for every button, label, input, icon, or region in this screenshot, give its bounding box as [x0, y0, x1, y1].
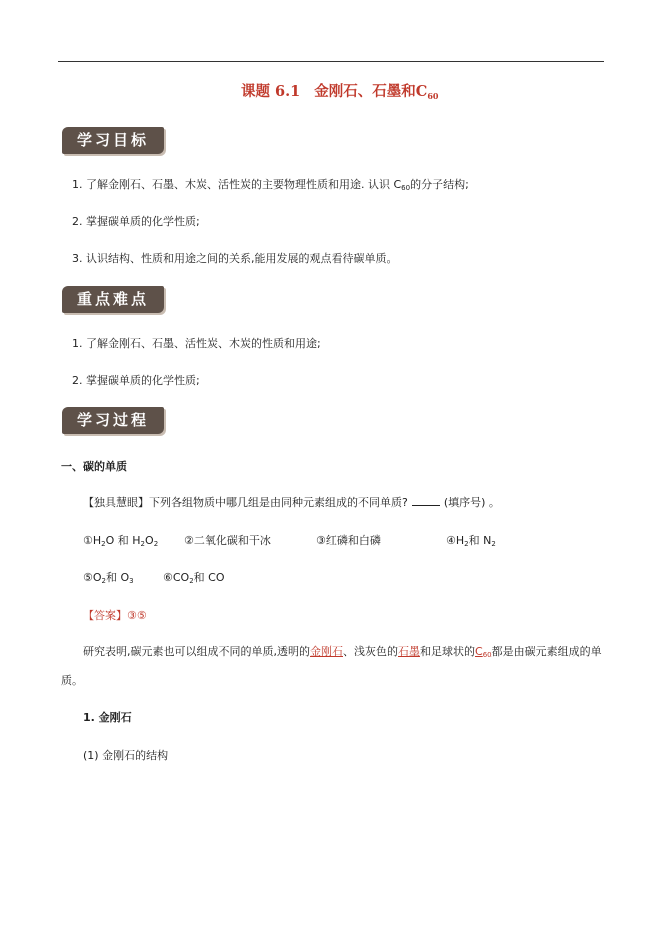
- goal-item-2: 2. 掌握碳单质的化学性质;: [72, 215, 200, 228]
- title-text: 金刚石、石墨和C: [314, 83, 428, 100]
- option-3: ③红磷和白磷: [316, 534, 381, 547]
- keypoint-item-1: 1. 了解金刚石、石墨、活性炭、木炭的性质和用途;: [72, 337, 321, 350]
- option-6: $⑥CO_2$和 CO: [163, 571, 225, 585]
- question: [83, 494, 500, 510]
- title-number: 课题 6.1: [241, 83, 301, 100]
- answer-value: ③⑤: [127, 609, 147, 622]
- option-5: $⑤O_2$和 $O_3$: [83, 571, 134, 585]
- goal-item-1: [72, 176, 469, 192]
- answer-line: [83, 607, 147, 623]
- intro-paragraph: 研究表明,碳元素也可以组成不同的单质,透明的金刚石、浅灰色的石墨和足球状的$C_{60}$都是由碳元素组成的单质。: [61, 645, 602, 687]
- question-tail: (填序号) 。: [443, 496, 500, 509]
- keyword-graphite: 石墨: [398, 645, 420, 658]
- option-4: $④H_2$和 $N_2$: [446, 534, 496, 548]
- keyword-c60: $C_{60}$: [475, 645, 492, 659]
- answer-label: 【答案】: [83, 609, 127, 622]
- keyword-diamond: 金刚石: [310, 645, 343, 658]
- answer-blank[interactable]: [412, 505, 440, 506]
- header-rule: [58, 61, 604, 62]
- keypoint-item-2: 2. 掌握碳单质的化学性质;: [72, 374, 200, 387]
- page-title: [241, 80, 438, 101]
- learning-process-badge: 学习过程: [62, 407, 164, 434]
- title-subscript: 60: [427, 91, 439, 101]
- goal-item-1-sub: 60: [401, 184, 411, 192]
- question-text: 【独具慧眼】下列各组物质中哪几组是由同种元素组成的不同单质?: [83, 496, 408, 509]
- goal-item-1-tail: 的分子结构;: [410, 178, 469, 191]
- key-points-badge: 重点难点: [62, 286, 164, 313]
- sub-item-structure: (1) 金刚石的结构: [83, 749, 169, 762]
- learning-goals-badge: 学习目标: [62, 127, 164, 154]
- option-2: ②二氧化碳和干冰: [184, 534, 271, 547]
- option-1: $①H_2O$ 和 $H_2O_2$: [83, 534, 159, 548]
- goal-item-3: 3. 认识结构、性质和用途之间的关系,能用发展的观点看待碳单质。: [72, 252, 398, 265]
- goal-item-1-text: 1. 了解金刚石、石墨、木炭、活性炭的主要物理性质和用途. 认识 C: [72, 178, 402, 191]
- sub-heading-diamond: 1. 金刚石: [83, 711, 132, 724]
- section-heading: 一、碳的单质: [61, 460, 127, 473]
